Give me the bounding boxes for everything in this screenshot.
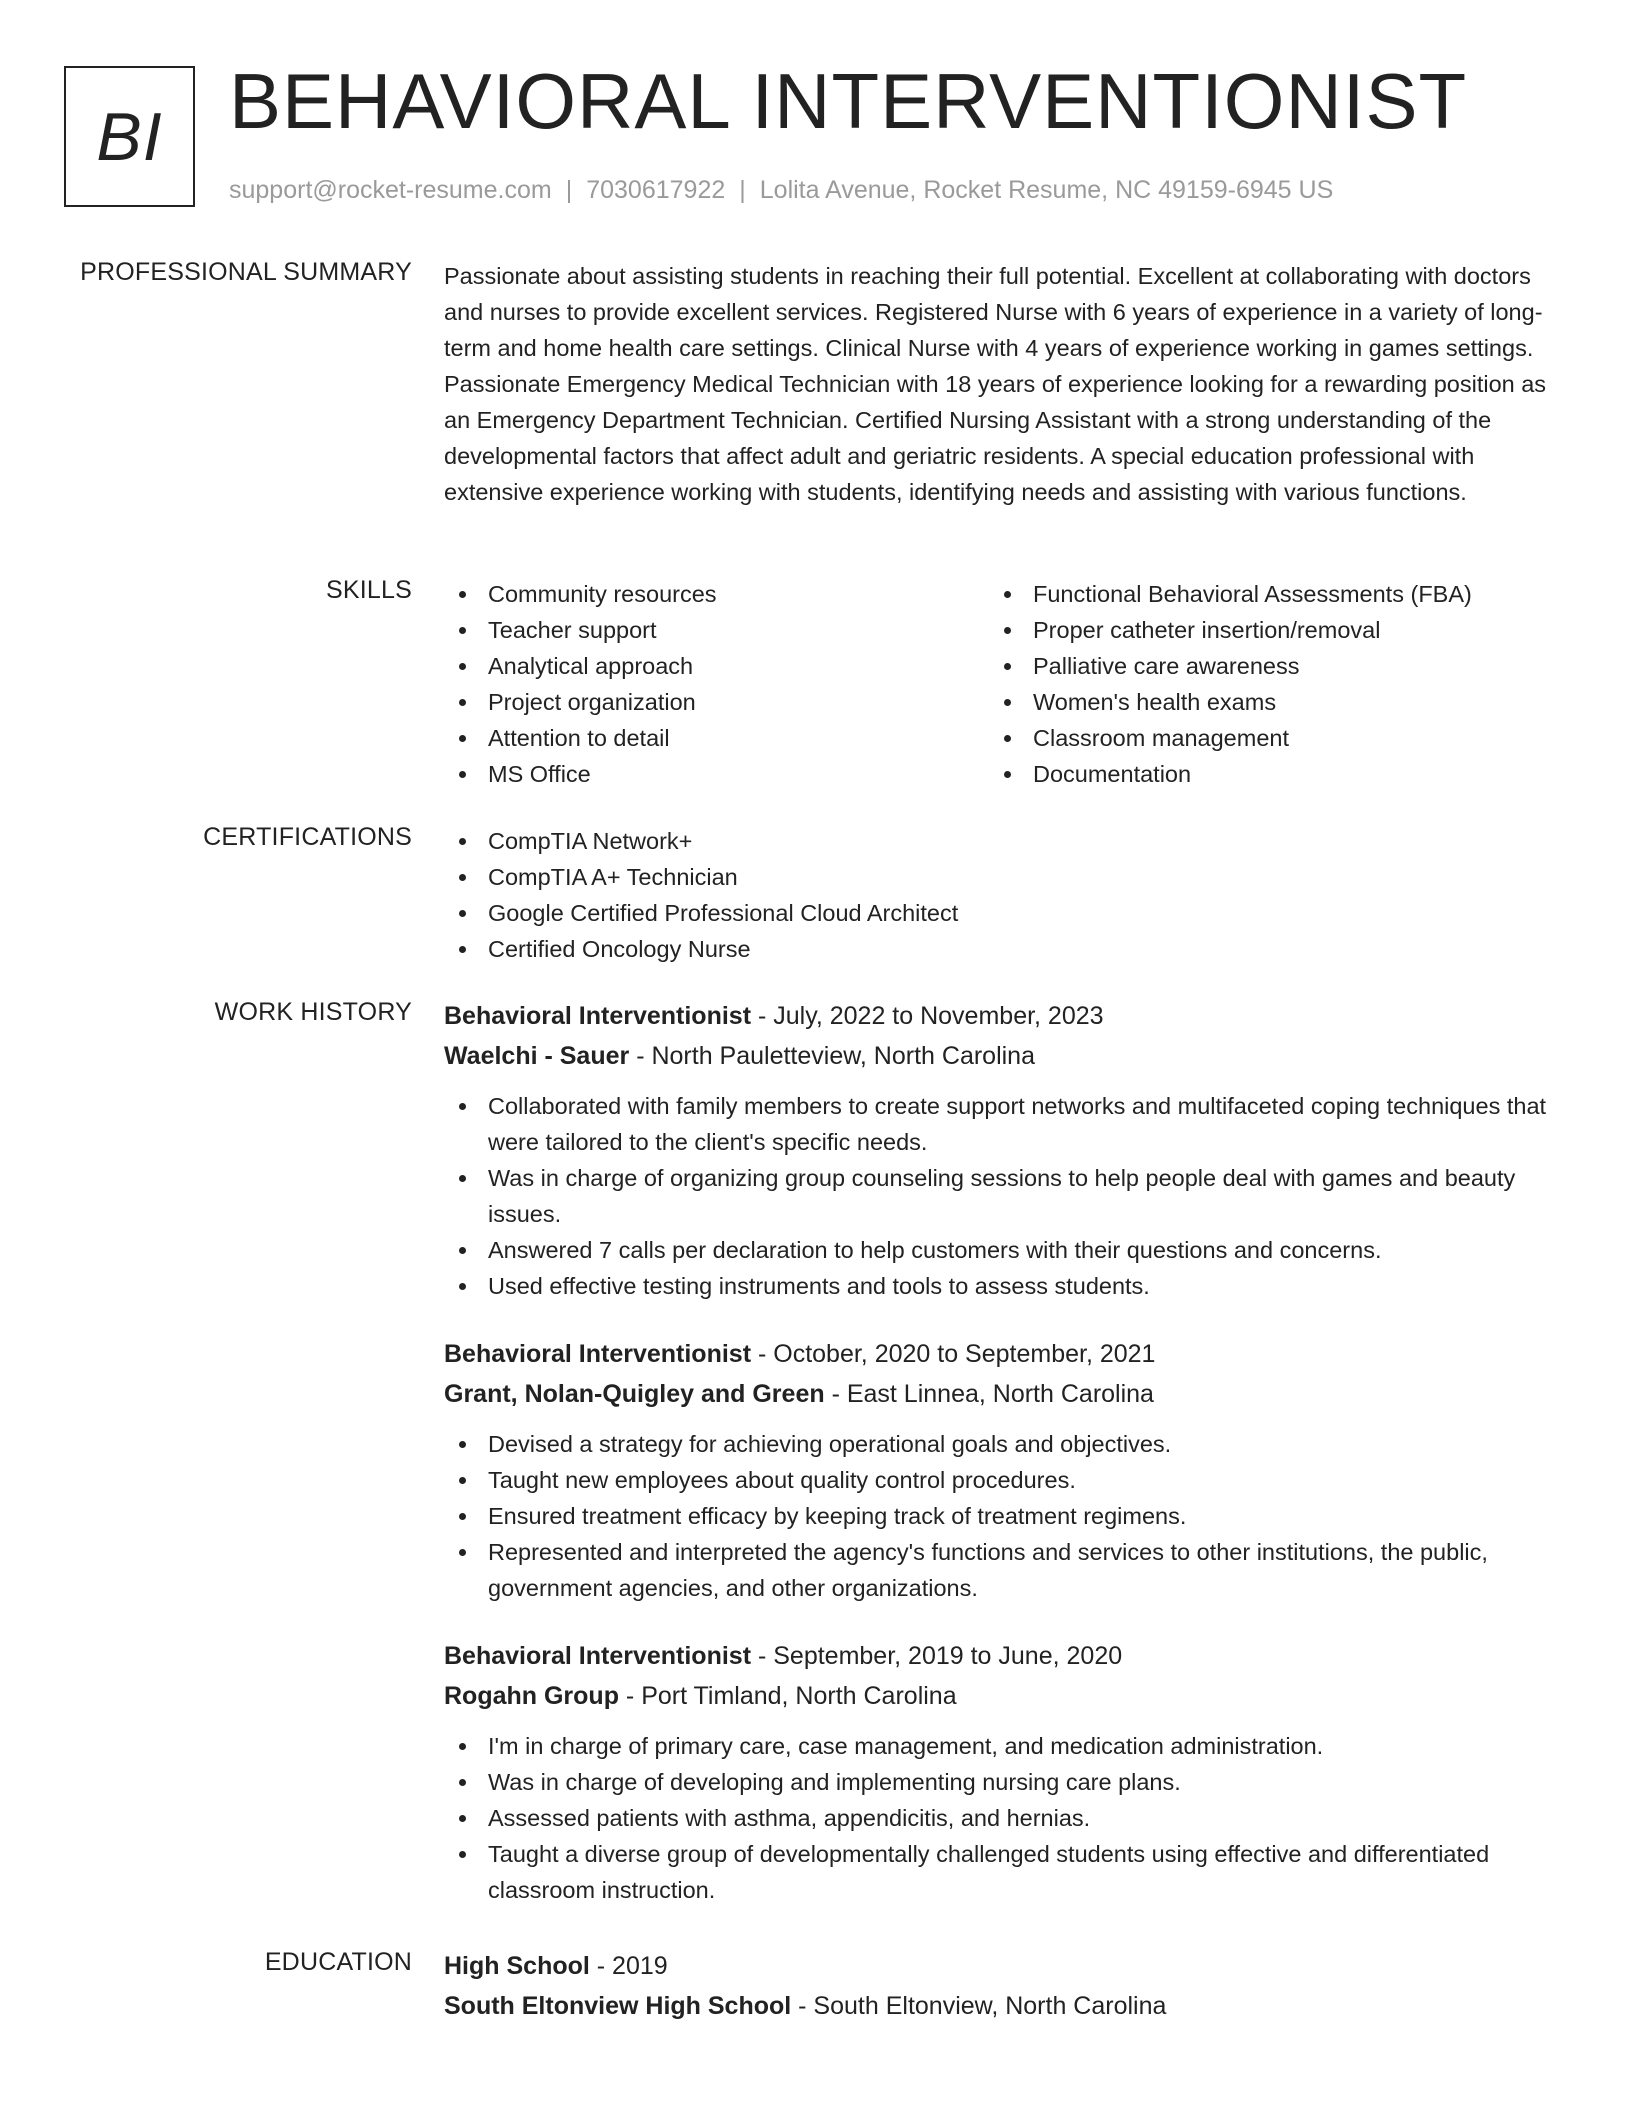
contact-line (229, 176, 1333, 205)
job-dates: - September, 2019 to June, 2020 (751, 1642, 1123, 1670)
list-item: Women's health exams (989, 684, 1534, 720)
list-item: Ensured treatment efficacy by keeping track of treatment regimens. (444, 1498, 1564, 1534)
job-company: Waelchi - Sauer (444, 1042, 630, 1070)
monogram-logo: BI (64, 66, 195, 207)
job-company: Grant, Nolan-Quigley and Green (444, 1380, 825, 1408)
job-bullets (444, 1088, 1564, 1304)
job-title: Behavioral Interventionist (444, 1340, 752, 1368)
page-title: BEHAVIORAL INTERVENTIONIST (229, 57, 1468, 145)
list-item: Teacher support (444, 612, 989, 648)
list-item: Represented and interpreted the agency's functions and services to other institutions, the public, government agencies, and other organizations. (444, 1534, 1564, 1606)
list-item: Collaborated with family members to create support networks and multifaceted coping techniques that were tailored to the client's specific needs. (444, 1088, 1564, 1160)
list-item: Certified Oncology Nurse (444, 931, 1564, 967)
education-degree-line (444, 1946, 1564, 1986)
list-item: Functional Behavioral Assessments (FBA) (989, 576, 1534, 612)
separator: | (565, 176, 573, 204)
list-item: Taught new employees about quality control procedures. (444, 1462, 1564, 1498)
list-item: Was in charge of organizing group counseling sessions to help people deal with games and beauty issues. (444, 1160, 1564, 1232)
job-company-line (444, 1036, 1564, 1076)
job-title-line (444, 1636, 1564, 1676)
list-item: Answered 7 calls per declaration to help customers with their questions and concerns. (444, 1232, 1564, 1268)
list-item: Documentation (989, 756, 1534, 792)
section-label-certifications: CERTIFICATIONS (203, 823, 412, 851)
list-item: CompTIA A+ Technician (444, 859, 1564, 895)
job-entry (444, 1636, 1564, 1908)
job-dates: - October, 2020 to September, 2021 (751, 1340, 1156, 1368)
list-item: Used effective testing instruments and tools to assess students. (444, 1268, 1564, 1304)
list-item: Project organization (444, 684, 989, 720)
education-school: South Eltonview High School (444, 1992, 792, 2020)
list-item: Assessed patients with asthma, appendicitis, and hernias. (444, 1800, 1564, 1836)
work-list (444, 996, 1564, 1908)
job-entry (444, 1334, 1564, 1606)
list-item: Taught a diverse group of developmentally challenged students using effective and differentiated classroom instruction. (444, 1836, 1564, 1908)
job-location: - East Linnea, North Carolina (824, 1380, 1154, 1408)
education-degree: High School (444, 1952, 590, 1980)
list-item: MS Office (444, 756, 989, 792)
job-company: Rogahn Group (444, 1682, 619, 1710)
list-item: Classroom management (989, 720, 1534, 756)
list-item: CompTIA Network+ (444, 823, 1564, 859)
job-location: - Port Timland, North Carolina (618, 1682, 957, 1710)
section-label-skills: SKILLS (326, 576, 412, 604)
job-entry (444, 996, 1564, 1304)
list-item: Google Certified Professional Cloud Architect (444, 895, 1564, 931)
certifications-list (444, 823, 1564, 967)
list-item: Attention to detail (444, 720, 989, 756)
list-item: Was in charge of developing and implementing nursing care plans. (444, 1764, 1564, 1800)
skills-list-left (444, 576, 989, 792)
education-school-line (444, 1986, 1564, 2026)
section-label-summary: PROFESSIONAL SUMMARY (80, 258, 412, 286)
job-title: Behavioral Interventionist (444, 1642, 752, 1670)
job-location: - North Pauletteview, North Carolina (629, 1042, 1035, 1070)
job-title: Behavioral Interventionist (444, 1002, 752, 1030)
job-bullets (444, 1728, 1564, 1908)
job-dates: - July, 2022 to November, 2023 (751, 1002, 1104, 1030)
separator: | (739, 176, 746, 204)
section-label-work: WORK HISTORY (214, 998, 412, 1026)
job-company-line (444, 1676, 1564, 1716)
list-item: I'm in charge of primary care, case management, and medication administration. (444, 1728, 1564, 1764)
job-company-line (444, 1374, 1564, 1414)
summary-text: Passionate about assisting students in reaching their full potential. Excellent at collaborating with doctors and nurses to provide excellent services. Registered Nurse with 6 years of experience in a variety of long-term and home health care settings. Clinical Nurse with 4 years of experience working in games settings. Passionate Emergency Medical Technician with 18 years of experience looking for a rewarding position as an Emergency Department Technician. Certified Nursing Assistant with a strong understanding of the developmental factors that affect adult and geriatric residents. A special education professional with extensive experience working with students, identifying needs and assisting with various functions. (444, 263, 1547, 505)
list-item: Analytical approach (444, 648, 989, 684)
list-item: Proper catheter insertion/removal (989, 612, 1534, 648)
list-item: Devised a strategy for achieving operational goals and objectives. (444, 1426, 1564, 1462)
section-label-education: EDUCATION (264, 1948, 412, 1976)
skills-list-right (989, 576, 1534, 792)
education-entry (444, 1946, 1564, 2026)
education-year: - 2019 (589, 1952, 668, 1980)
resume-header (64, 57, 1564, 214)
contact-phone[interactable]: 7030617922 (586, 176, 726, 204)
skills-grid (444, 576, 1564, 792)
job-title-line (444, 1334, 1564, 1374)
list-item: Palliative care awareness (989, 648, 1534, 684)
contact-address: Lolita Avenue, Rocket Resume, NC 49159-6945 US (759, 176, 1334, 204)
contact-email[interactable]: support@rocket-resume.com (229, 176, 552, 204)
list-item: Community resources (444, 576, 989, 612)
education-location: - South Eltonview, North Carolina (791, 1992, 1167, 2020)
job-bullets (444, 1426, 1564, 1606)
job-title-line (444, 996, 1564, 1036)
